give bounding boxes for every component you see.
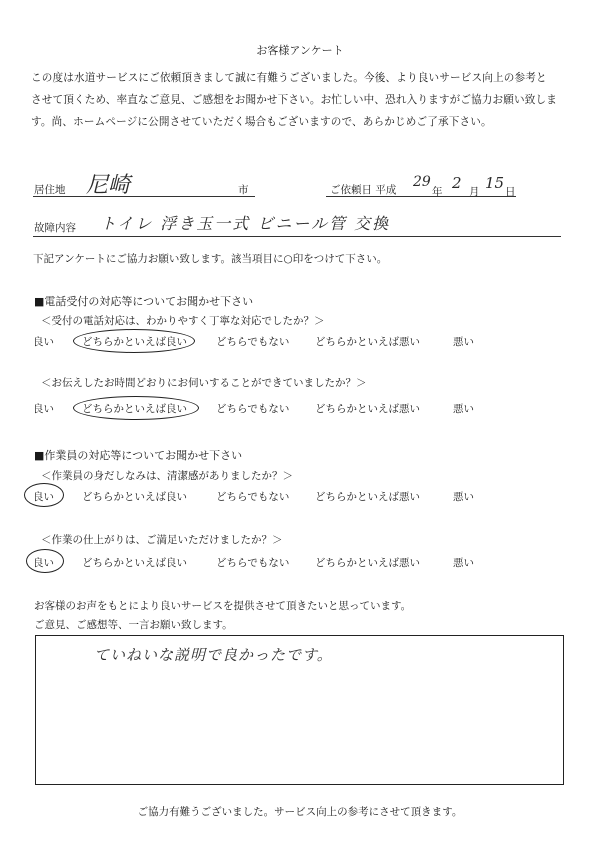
option-somewhat-bad[interactable]: どちらかといえば悪い: [315, 491, 420, 503]
option-good[interactable]: 良い: [33, 491, 54, 503]
selected-circle-mark: [73, 396, 199, 420]
option-bad[interactable]: 悪い: [453, 403, 474, 415]
options-arrival-time: [33, 401, 553, 417]
selected-circle-mark: [26, 549, 64, 573]
option-neutral[interactable]: どちらでもない: [216, 336, 290, 348]
options-work-quality: [33, 555, 553, 571]
page-title: お客様アンケート: [256, 44, 344, 57]
option-somewhat-good[interactable]: どちらかといえば良い: [82, 403, 187, 415]
residence-label: 居住地: [34, 184, 66, 196]
request-date-day-unit: 日: [505, 186, 516, 198]
option-somewhat-good[interactable]: どちらかといえば良い: [82, 336, 187, 348]
comment-box[interactable]: [35, 635, 564, 785]
intro-line-1: この度は水道サービスにご依頼頂きまして誠に有難うございました。今後、より良いサービス向上の参考と: [31, 72, 547, 84]
request-date-month-unit: 月: [469, 186, 480, 198]
trouble-label: 故障内容: [34, 222, 76, 234]
option-bad[interactable]: 悪い: [453, 491, 474, 503]
comment-text: ていねいな説明で良かったです。: [94, 646, 333, 664]
residence-underline: [33, 196, 255, 197]
question-work-quality: ＜作業の仕上がりは、ご満足いただけましたか？＞: [41, 534, 283, 546]
option-bad[interactable]: 悪い: [453, 557, 474, 569]
question-arrival-time: ＜お伝えしたお時間どおりにお伺いすることができていましたか？＞: [41, 377, 367, 389]
section-worker-heading: ■作業員の対応等についてお聞かせ下さい: [34, 449, 243, 462]
intro-line-2: させて頂くため、率直なご意見、ご感想をお聞かせ下さい。お忙しい中、恐れ入りますがご協力お願い致しま: [31, 94, 558, 106]
option-bad[interactable]: 悪い: [453, 336, 474, 348]
request-date-year[interactable]: 29: [413, 174, 431, 190]
option-neutral[interactable]: どちらでもない: [216, 557, 290, 569]
option-somewhat-good[interactable]: どちらかといえば良い: [82, 491, 187, 503]
request-date-month[interactable]: 2: [452, 174, 462, 192]
option-somewhat-bad[interactable]: どちらかといえば悪い: [315, 336, 420, 348]
comment-prompt: お客様のお声をもとにより良いサービスを提供させて頂きたいと思っています。: [34, 600, 412, 612]
request-date-label: ご依頼日 平成: [330, 184, 397, 196]
request-date-underline: [326, 196, 516, 197]
instruction-text: 下記アンケートにご協力お願い致します。該当項目に○印をつけて下さい。: [33, 253, 388, 265]
option-good[interactable]: 良い: [33, 557, 54, 569]
selected-circle-mark: [24, 483, 64, 507]
footer-thanks: ご協力有難うございました。サービス向上の参考にさせて頂きます。: [137, 806, 463, 818]
option-neutral[interactable]: どちらでもない: [216, 491, 290, 503]
intro-line-3: す。尚、ホームページに公開させていただく場合もございますので、あらかじめご了承下さい。: [31, 116, 492, 128]
request-date-day[interactable]: 15: [485, 174, 505, 192]
options-phone-clarity: [33, 334, 553, 350]
option-somewhat-bad[interactable]: どちらかといえば悪い: [315, 557, 420, 569]
option-somewhat-good[interactable]: どちらかといえば良い: [82, 557, 187, 569]
options-worker-appearance: [33, 489, 553, 505]
request-date-year-unit: 年: [432, 186, 443, 198]
section-phone-heading: ■電話受付の対応等についてお聞かせ下さい: [34, 295, 254, 308]
residence-value[interactable]: 尼崎: [86, 173, 131, 198]
option-good[interactable]: 良い: [33, 336, 54, 348]
option-neutral[interactable]: どちらでもない: [216, 403, 290, 415]
question-phone-clarity: ＜受付の電話対応は、わかりやすく丁寧な対応でしたか？＞: [41, 315, 325, 327]
trouble-value[interactable]: トイレ 浮き玉一式 ビニール管 交換: [100, 214, 391, 233]
question-worker-appearance: ＜作業員の身だしなみは、清潔感がありましたか？＞: [41, 470, 293, 482]
residence-suffix: 市: [238, 184, 249, 196]
trouble-underline: [33, 236, 561, 237]
option-somewhat-bad[interactable]: どちらかといえば悪い: [315, 403, 420, 415]
option-good[interactable]: 良い: [33, 403, 54, 415]
selected-circle-mark: [73, 329, 195, 353]
comment-label: ご意見、ご感想等、一言お願い致します。: [34, 619, 233, 631]
